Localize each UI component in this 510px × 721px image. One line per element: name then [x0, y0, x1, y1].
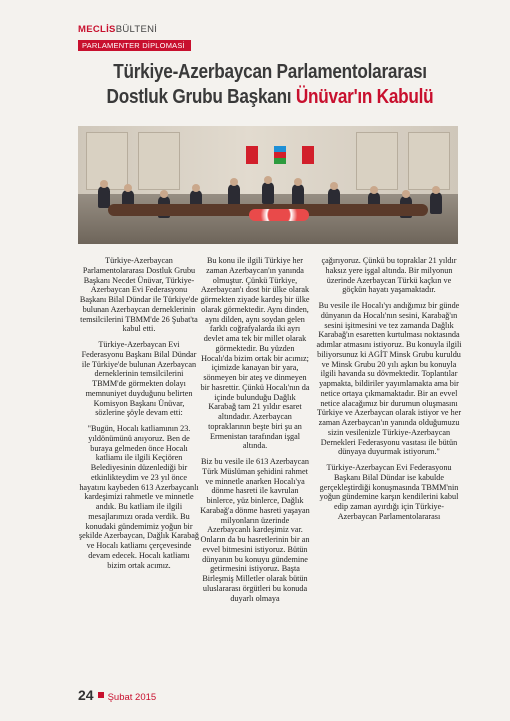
magazine-header — [78, 24, 191, 53]
section-label: PARLAMENTER DİPLOMASİ — [78, 40, 191, 51]
text-column-3 — [316, 256, 462, 528]
page-number: 24 — [78, 687, 94, 703]
turkish-flag — [246, 146, 258, 164]
title-line-2-highlight: Ünüvar'ın Kabulü — [295, 86, 434, 108]
paragraph: çağırıyoruz. Çünkü bu topraklar 21 yıldır haksız yere işgal altında. Bir milyonun üzerinde Azerbaycan Türkü kaçkın ve göçkün hayatı yaşamaktadır. — [321, 256, 457, 295]
paragraph: Türkiye-Azerbaycan Evi Federasyonu Başkanı Bilal Dündar ile Türkiye'de bulunan Azerbaycan derneklerinin temsilcilerini TBMM'de görmekten dolayı memnuniyet duyduğunu belirten Komisyon Başkanı Ünüvar, sözlerine şöyle devam etti: — [81, 340, 197, 418]
magazine-name — [78, 24, 191, 35]
photo-wall-panel — [138, 132, 180, 190]
magazine-name-dark: BÜLTENİ — [115, 24, 158, 35]
paragraph: Biz bu vesile ile 613 Azerbaycan Türk Müslüman şehidini rahmet ve minnetle anarken Hocalı'ya dönme hasreti ile kavrulan binlerce, yüz binlerce, Dağlık Karabağ'a dönme hasreti yaşayan milyonların üzerinde Azerbaycanlı kardeşimiz var. Onların da bu hasretlerinin bir an evvel bitmesini istiyoruz. Bütün dünyanın bu konuyu gündemine getirmesini istiyoruz. Başta Birleşmiş Milletler olarak bütün uluslararası örgütleri bu konuda duyarlı olmaya — [200, 457, 310, 603]
photo-person — [262, 182, 274, 204]
photo-person — [98, 186, 110, 208]
photo-person — [228, 184, 240, 206]
photo-person — [430, 192, 442, 214]
turkish-flag — [302, 146, 314, 164]
meeting-photo — [78, 126, 458, 244]
photo-wall-panel — [356, 132, 398, 190]
photo-person — [292, 184, 304, 206]
flower-arrangement — [249, 209, 309, 221]
text-column-1 — [78, 256, 200, 576]
magazine-name-red: MECLİS — [78, 24, 116, 35]
paragraph: "Bugün, Hocalı katliamının 23. yıldönümünü anıyoruz. Ben de buraya gelmeden önce Hocalı katliamı ile ilgili Keçiören Belediyesinin düzenlediği bir etkinlikteydim ve 23 yıl önce hayatını kaybeden 613 Azerbaycanlı kardeşimizi rahmetle ve minnetle andık. Bu katliam ile ilgili mesajlarımızı orada verdik. Bu konudaki gündemimiz yoğun bir şekilde Azerbaycan, Dağlık Karabağ ve Hocalı katliamı çerçevesinde devam edecek. Hocalı katliamı bizim ortak acımız. — [78, 424, 200, 570]
text-column-2 — [200, 256, 310, 609]
page-footer — [78, 687, 156, 705]
article-title — [89, 60, 450, 110]
title-line-2-plain: Dostluk Grubu Başkanı — [106, 86, 296, 108]
issue-date: Şubat 2015 — [107, 692, 157, 703]
title-line-1: Türkiye-Azerbaycan Parlamentolararası — [113, 61, 427, 83]
paragraph: Türkiye-Azerbaycan Evi Federasyonu Başkanı Bilal Dündar ise kabulde gerçekleştirdiği konuşmasında TBMM'nin yoğun gündemine karşın kendilerini kabul edip zaman ayırdığı için Türkiye-Azerbaycan Parlamentolararası — [319, 463, 459, 521]
paragraph: Bu vesile ile Hocalı'yı andığımız bir günde dünyanın da Hocalı'nın sesini, Karabağ'ın sesini işitmesini ve tez zamanda Dağlık Karabağ'ın esaretten kurtulması noktasında adımlar atmasını istiyoruz. Bu konuyla ilgili biliyorsunuz ki AGİT Minsk Grubu kuruldu ve Minsk Grubu 20 yılı aşkın bu konuyla ilgili havanda su dövmektedir. Toplantılar yapmakta, bildiriler yayımlamakta ama bir netice ortaya çıkmamaktadır. Bir an evvel netice alacağımız bir durumun oluşmasını Türkiye ve Azerbaycan olarak istiyor ve her zaman Azerbaycan'ın yanında olduğumuzu sizin vesilenizle Türkiye-Azerbaycan Dernekleri Federasyonu vasıtası ile bütün dünyaya duyurmak istiyorum." — [316, 301, 462, 457]
title-line-2 — [89, 85, 450, 110]
footer-square-icon — [98, 692, 104, 698]
photo-wall-panel — [408, 132, 450, 190]
azerbaijan-flag — [274, 146, 286, 164]
paragraph: Türkiye-Azerbaycan Parlamentolararası Dostluk Grubu Başkanı Necdet Ünüvar, Türkiye-Azerbaycan Evi Federasyonu Başkanı Bilal Dündar ile Türkiye'de bulunan Azerbaycan derneklerinin temsilcilerini TBMM'de 26 Şubat'ta kabul etti. — [79, 256, 199, 334]
paragraph: Bu konu ile ilgili Türkiye her zaman Azerbaycan'ın yanında olmuştur. Çünkü Türkiye, Azerbaycan'ı dost bir ülke olarak görmekten ziyade kardeş bir ülke olarak görmektedir. Aynı dinden, aynı dilden, aynı soydan gelen farklı coğrafyalarda iki ayrı devlet ama tek bir millet olarak görmektedir. Bu yüzden Hocalı'da bizim ortak bir acımız; içimizde kanayan bir yara, sönmeyen bir ateş ve dinmeyen bir hasrettir. Çünkü Hocalı'nın da içinde bulunduğu Dağlık Karabağ tam 21 yıldır esaret altındadır. Azerbaycan topraklarının beşte biri şu an Ermenistan tarafından işgal altında. — [200, 256, 310, 451]
